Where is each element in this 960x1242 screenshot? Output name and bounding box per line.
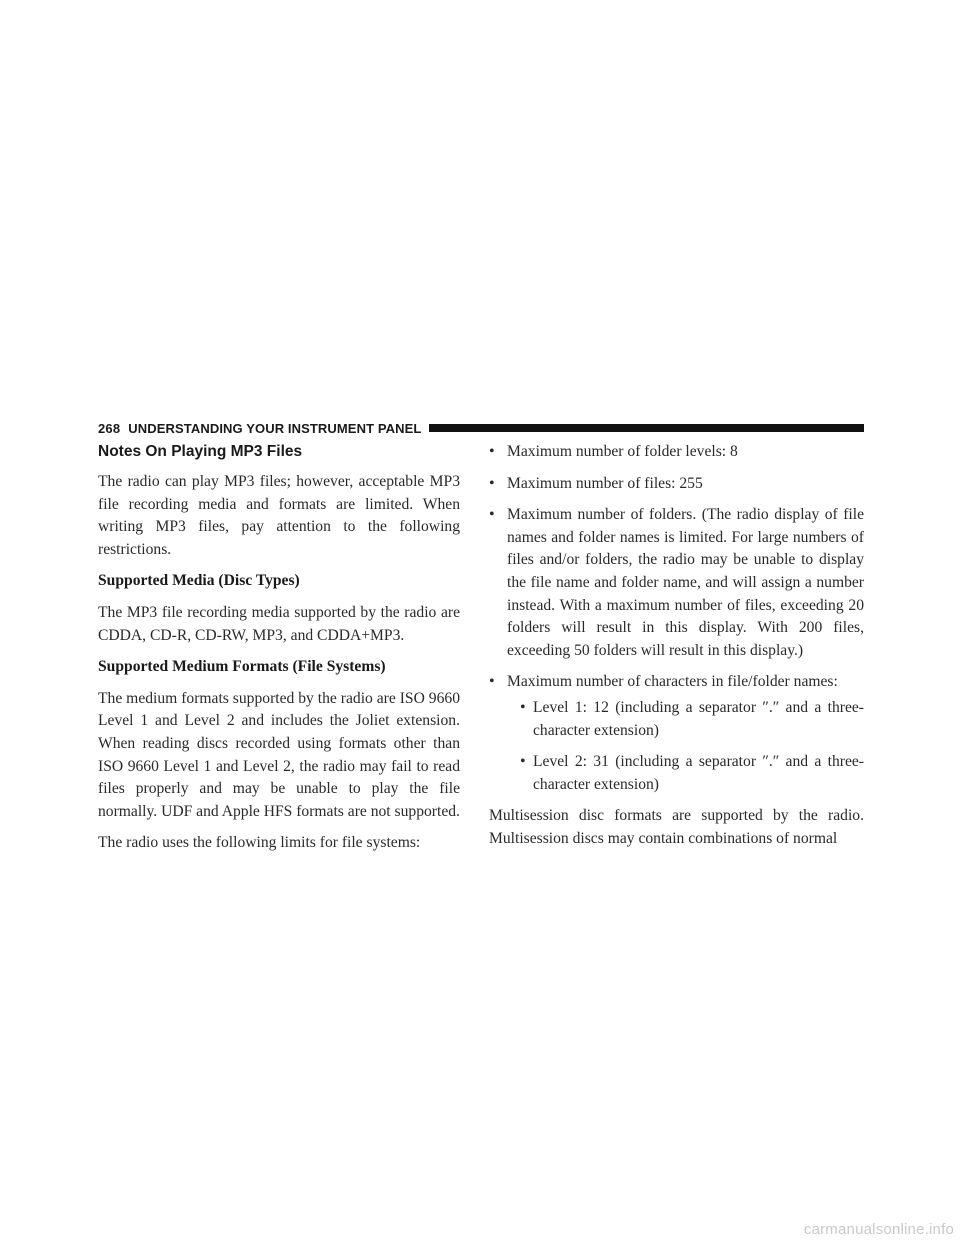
sub-list-item: • Level 2: 31 (including a separator ″.″ and a three-character extension) [507,751,864,796]
page-number: 268 [98,420,121,436]
list-item: • Maximum number of folder levels: 8 [489,441,864,464]
formats-heading: Supported Medium Formats (File Systems) [98,658,386,676]
intro-paragraph: The radio can play MP3 files; however, acceptable MP3 file recording media and formats are limited. When writing MP3 files, pay attention to the following restrictions. [98,473,460,558]
character-limits-list [507,697,864,796]
limits-list [489,441,864,796]
section-title: UNDERSTANDING YOUR INSTRUMENT PANEL [128,420,422,436]
list-item: • Maximum number of characters in file/folder names: • Level 1: 12 (including a separator ″.″ and a three-character extension) • Level 2: 31 (including a separator ″.″ and a three-character extension) [489,671,864,796]
media-paragraph: The MP3 file recording media supported by the radio are CDDA, CD-R, CD-RW, MP3, and CDDA+MP3. [98,603,460,644]
page-header [98,417,864,439]
multisession-paragraph: Multisession disc formats are supported by the radio. Multisession discs may contain combinations of normal [489,807,864,847]
list-item: • Maximum number of files: 255 [489,473,864,496]
limits-paragraph: The radio uses the following limits for file systems: [98,834,421,852]
left-column [98,441,460,864]
sub-list-item: • Level 1: 12 (including a separator ″.″ and a three-character extension) [507,697,864,742]
notes-title: Notes On Playing MP3 Files [98,443,303,460]
header-rule [429,424,864,432]
watermark: carmanualsonline.info [803,1221,954,1238]
right-column [489,441,864,860]
list-item: • Maximum number of folders. (The radio display of file names and folder names is limited. For large numbers of files and/or folders, the radio may be unable to display the file name and folder name, and will assign a number instead. With a maximum number of files, exceeding 20 folders will result in this display. With 200 files, exceeding 50 folders will result in this display.) [489,504,864,662]
media-heading: Supported Media (Disc Types) [98,572,300,590]
formats-paragraph: The medium formats supported by the radio are ISO 9660 Level 1 and Level 2 and includes the Joliet extension. When reading discs recorded using formats other than ISO 9660 Level 1 and Level 2, the radio may fail to read files properly and may be unable to play the file normally. UDF and Apple HFS formats are not supported. [98,689,460,820]
